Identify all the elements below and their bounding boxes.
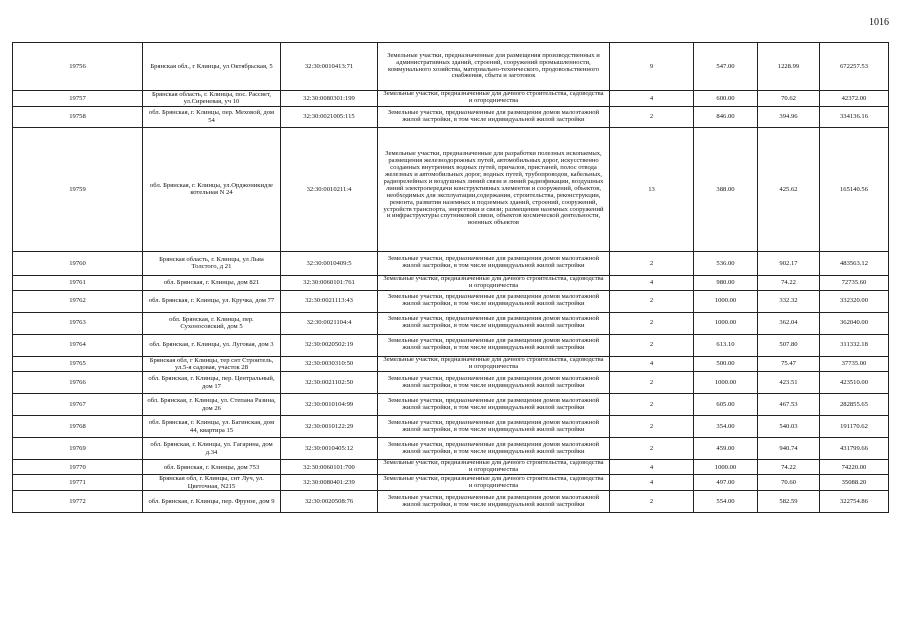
specific-value-cell: 362.04 (758, 312, 820, 334)
row-id-cell: 19770 (13, 460, 143, 475)
cadastral-number-cell: 32:30:0080301:199 (281, 91, 378, 107)
land-use-cell: Земельные участки, предназначенные для размещения домов малоэтажной жилой застройки, в том числе индивидуальной жилой застройки (378, 416, 610, 438)
area-cell: 500.00 (694, 356, 758, 372)
cadastral-number-cell: 32:30:0021113:43 (281, 290, 378, 312)
specific-value-cell: 74.22 (758, 460, 820, 475)
row-id-cell: 19762 (13, 290, 143, 312)
area-cell: 497.00 (694, 475, 758, 491)
group-number-cell: 2 (610, 312, 694, 334)
address-cell: обл. Брянская, г. Клинцы, ул. Багинская, дом 44, квартира 15 (143, 416, 281, 438)
land-use-cell: Земельные участки, предназначенные для размещения домов малоэтажной жилой застройки, в том числе индивидуальной жилой застройки (378, 106, 610, 127)
cadastral-value-cell: 37735.00 (820, 356, 889, 372)
table-body (13, 43, 889, 513)
group-number-cell: 4 (610, 275, 694, 290)
row-id-cell: 19768 (13, 416, 143, 438)
table-row (13, 91, 889, 107)
specific-value-cell: 507.80 (758, 334, 820, 356)
area-cell: 354.00 (694, 416, 758, 438)
table-row (13, 290, 889, 312)
address-cell: Брянская обл, г. Клинцы, снт Луч, ул. Цветочная, N215 (143, 475, 281, 491)
area-cell: 1000.00 (694, 312, 758, 334)
address-cell: обл. Брянская, г. Клинцы, ул. Луговая, дом 3 (143, 334, 281, 356)
table-row (13, 275, 889, 290)
land-use-cell: Земельные участки, предназначенные для размещения домов малоэтажной жилой застройки, в том числе индивидуальной жилой застройки (378, 372, 610, 394)
specific-value-cell: 75.47 (758, 356, 820, 372)
cadastral-number-cell: 32:30:0020502:19 (281, 334, 378, 356)
land-use-cell: Земельные участки, предназначенные для размещения домов малоэтажной жилой застройки, в том числе индивидуальной жилой застройки (378, 491, 610, 513)
group-number-cell: 2 (610, 394, 694, 416)
row-id-cell: 19771 (13, 475, 143, 491)
specific-value-cell: 1228.99 (758, 43, 820, 91)
address-cell: Брянская область, г. Клинцы, пос. Рассвет, ул.Сиреневая, уч 10 (143, 91, 281, 107)
specific-value-cell: 70.60 (758, 475, 820, 491)
land-use-cell: Земельные участки, предназначенные для размещения домов малоэтажной жилой застройки, в том числе индивидуальной жилой застройки (378, 394, 610, 416)
specific-value-cell: 332.32 (758, 290, 820, 312)
area-cell: 980.00 (694, 275, 758, 290)
table-row (13, 106, 889, 127)
group-number-cell: 9 (610, 43, 694, 91)
specific-value-cell: 425.62 (758, 127, 820, 251)
table-row (13, 416, 889, 438)
cadastral-value-cell: 332320.00 (820, 290, 889, 312)
specific-value-cell: 582.59 (758, 491, 820, 513)
row-id-cell: 19766 (13, 372, 143, 394)
cadastral-value-cell: 282855.65 (820, 394, 889, 416)
land-use-cell: Земельные участки, предназначенные для размещения домов малоэтажной жилой застройки, в том числе индивидуальной жилой застройки (378, 290, 610, 312)
area-cell: 600.00 (694, 91, 758, 107)
group-number-cell: 2 (610, 372, 694, 394)
row-id-cell: 19767 (13, 394, 143, 416)
address-cell: обл. Брянская, г. Клинцы, ул. Степана Разина, дом 26 (143, 394, 281, 416)
group-number-cell: 2 (610, 290, 694, 312)
row-id-cell: 19756 (13, 43, 143, 91)
land-use-cell: Земельные участки, предназначенные для размещения домов малоэтажной жилой застройки, в том числе индивидуальной жилой застройки (378, 334, 610, 356)
cadastral-number-cell: 32:30:0060101:761 (281, 275, 378, 290)
cadastral-value-cell: 35088.20 (820, 475, 889, 491)
cadastral-number-cell: 32:30:0010104:99 (281, 394, 378, 416)
specific-value-cell: 423.51 (758, 372, 820, 394)
area-cell: 1000.00 (694, 460, 758, 475)
group-number-cell: 2 (610, 416, 694, 438)
specific-value-cell: 540.03 (758, 416, 820, 438)
cadastral-number-cell: 32:30:0010405:12 (281, 438, 378, 460)
specific-value-cell: 394.96 (758, 106, 820, 127)
table-row (13, 127, 889, 251)
land-use-cell: Земельные участки, предназначенные для размещения домов малоэтажной жилой застройки, в том числе индивидуальной жилой застройки (378, 312, 610, 334)
area-cell: 388.00 (694, 127, 758, 251)
land-use-cell: Земельные участки, предназначенные для разработки полезных ископаемых, размещения железнодорожных путей, автомобильных дорог, искусственно созданных внутренних водных путей, причалов, пристаней, полос отвода железных и автомобильных дорог, водных путей, трубопроводов, кабельных, радиорелейных и воздушных линий связи и линий радиофикации, воздушных линий электропередачи конструктивных элементов и сооружений, объектов, необходимых для эксплуатации,содержания, строительства, реконструкции, ремонта, развития наземных и подземных зданий, строений, сооружений, устройств транспорта, энергетики и связи; размещения наземных сооружений и инфраструктуры спутниковой связи, объектов космической деятельности, военных объектов (378, 127, 610, 251)
cadastral-number-cell: 32:30:0080401:239 (281, 475, 378, 491)
row-id-cell: 19760 (13, 251, 143, 275)
cadastral-number-cell: 32:30:0021102:50 (281, 372, 378, 394)
cadastral-number-cell: 32:30:0060101:700 (281, 460, 378, 475)
table-row (13, 438, 889, 460)
cadastral-value-cell: 74220.00 (820, 460, 889, 475)
land-use-cell: Земельные участки, предназначенные для дачного строительства, садоводства и огородничества (378, 275, 610, 290)
specific-value-cell: 70.62 (758, 91, 820, 107)
row-id-cell: 19765 (13, 356, 143, 372)
table-row (13, 491, 889, 513)
group-number-cell: 2 (610, 491, 694, 513)
cadastral-number-cell: 32:30:0010211:4 (281, 127, 378, 251)
cadastral-value-cell: 334136.16 (820, 106, 889, 127)
area-cell: 536.00 (694, 251, 758, 275)
group-number-cell: 13 (610, 127, 694, 251)
group-number-cell: 2 (610, 334, 694, 356)
group-number-cell: 2 (610, 251, 694, 275)
table-row (13, 475, 889, 491)
address-cell: Брянская обл., г Клинцы, ул Октябрьская, 5 (143, 43, 281, 91)
specific-value-cell: 940.74 (758, 438, 820, 460)
cadastral-value-cell: 362040.00 (820, 312, 889, 334)
land-use-cell: Земельные участки, предназначенные для дачного строительства, садоводства и огородничества (378, 475, 610, 491)
cadastral-value-cell: 483563.12 (820, 251, 889, 275)
address-cell: обл. Брянская, г. Клинцы, ул.Орджоникидзе котельная N 24 (143, 127, 281, 251)
area-cell: 1000.00 (694, 290, 758, 312)
group-number-cell: 4 (610, 356, 694, 372)
specific-value-cell: 74.22 (758, 275, 820, 290)
specific-value-cell: 467.53 (758, 394, 820, 416)
cadastral-number-cell: 32:30:0021005:115 (281, 106, 378, 127)
area-cell: 613.10 (694, 334, 758, 356)
land-use-cell: Земельные участки, предназначенные для дачного строительства, садоводства и огородничества (378, 460, 610, 475)
row-id-cell: 19757 (13, 91, 143, 107)
cadastral-value-cell: 431799.66 (820, 438, 889, 460)
cadastral-value-cell: 191170.62 (820, 416, 889, 438)
address-cell: обл. Брянская, г. Клинцы, дом 753 (143, 460, 281, 475)
area-cell: 547.00 (694, 43, 758, 91)
table-row (13, 334, 889, 356)
row-id-cell: 19763 (13, 312, 143, 334)
row-id-cell: 19758 (13, 106, 143, 127)
table-row (13, 394, 889, 416)
cadastral-value-cell: 322754.86 (820, 491, 889, 513)
cadastral-value-cell: 42372.00 (820, 91, 889, 107)
group-number-cell: 4 (610, 475, 694, 491)
address-cell: обл. Брянская, г. Клинцы, дом 821 (143, 275, 281, 290)
land-use-cell: Земельные участки, предназначенные для размещения домов малоэтажной жилой застройки, в том числе индивидуальной жилой застройки (378, 438, 610, 460)
table-row (13, 251, 889, 275)
group-number-cell: 4 (610, 91, 694, 107)
area-cell: 459.00 (694, 438, 758, 460)
row-id-cell: 19772 (13, 491, 143, 513)
cadastral-value-cell: 165140.56 (820, 127, 889, 251)
address-cell: обл. Брянская, г. Клинцы, пер. Меховой, дом 54 (143, 106, 281, 127)
row-id-cell: 19759 (13, 127, 143, 251)
row-id-cell: 19761 (13, 275, 143, 290)
group-number-cell: 2 (610, 106, 694, 127)
row-id-cell: 19769 (13, 438, 143, 460)
cadastral-number-cell: 32:30:0020508:76 (281, 491, 378, 513)
address-cell: Брянская обл, г Клинцы, тер снт Строитель, ул.5-я садовая, участок 28 (143, 356, 281, 372)
address-cell: обл. Брянская, г. Клинцы, ул. Кручка, дом 77 (143, 290, 281, 312)
group-number-cell: 2 (610, 438, 694, 460)
cadastral-value-cell: 423510.00 (820, 372, 889, 394)
table-row (13, 312, 889, 334)
cadastral-value-cell: 672257.53 (820, 43, 889, 91)
cadastral-number-cell: 32:30:0021104:4 (281, 312, 378, 334)
area-cell: 605.00 (694, 394, 758, 416)
cadastral-number-cell: 32:30:0010122:29 (281, 416, 378, 438)
table-row (13, 460, 889, 475)
cadastral-value-cell: 72735.60 (820, 275, 889, 290)
area-cell: 554.00 (694, 491, 758, 513)
land-use-cell: Земельные участки, предназначенные для дачного строительства, садоводства и огородничества (378, 356, 610, 372)
area-cell: 846.00 (694, 106, 758, 127)
land-use-cell: Земельные участки, предназначенные для размещения домов малоэтажной жилой застройки, в том числе индивидуальной жилой застройки (378, 251, 610, 275)
row-id-cell: 19764 (13, 334, 143, 356)
cadastral-number-cell: 32:30:0030310:50 (281, 356, 378, 372)
specific-value-cell: 902.17 (758, 251, 820, 275)
cadastral-value-cell: 311332.18 (820, 334, 889, 356)
land-use-cell: Земельные участки, предназначенные для дачного строительства, садоводства и огородничества (378, 91, 610, 107)
address-cell: обл. Брянская, г. Клинцы, пер. Центральный, дом 17 (143, 372, 281, 394)
cadastral-value-table (12, 42, 889, 513)
address-cell: обл. Брянская, г. Клинцы, пер. Сухоносовский, дом 5 (143, 312, 281, 334)
address-cell: обл. Брянская, г. Клинцы, пер. Фрунзе, дом 9 (143, 491, 281, 513)
area-cell: 1000.00 (694, 372, 758, 394)
group-number-cell: 4 (610, 460, 694, 475)
address-cell: Брянская область, г. Клинцы, ул Льва Толстого, д 21 (143, 251, 281, 275)
table-row (13, 372, 889, 394)
page-number: 1016 (869, 17, 889, 28)
table-row (13, 43, 889, 91)
cadastral-number-cell: 32:30:0010409:5 (281, 251, 378, 275)
address-cell: обл. Брянская, г. Клинцы, ул. Гагарина, дом д.34 (143, 438, 281, 460)
land-use-cell: Земельные участки, предназначенные для размещения производственных и административных зданий, строений, сооружений промышленности, коммунального хозяйства, материально-технического, продовольственного снабжения, сбыта и заготовок (378, 43, 610, 91)
table-row (13, 356, 889, 372)
cadastral-number-cell: 32:30:0010413:71 (281, 43, 378, 91)
